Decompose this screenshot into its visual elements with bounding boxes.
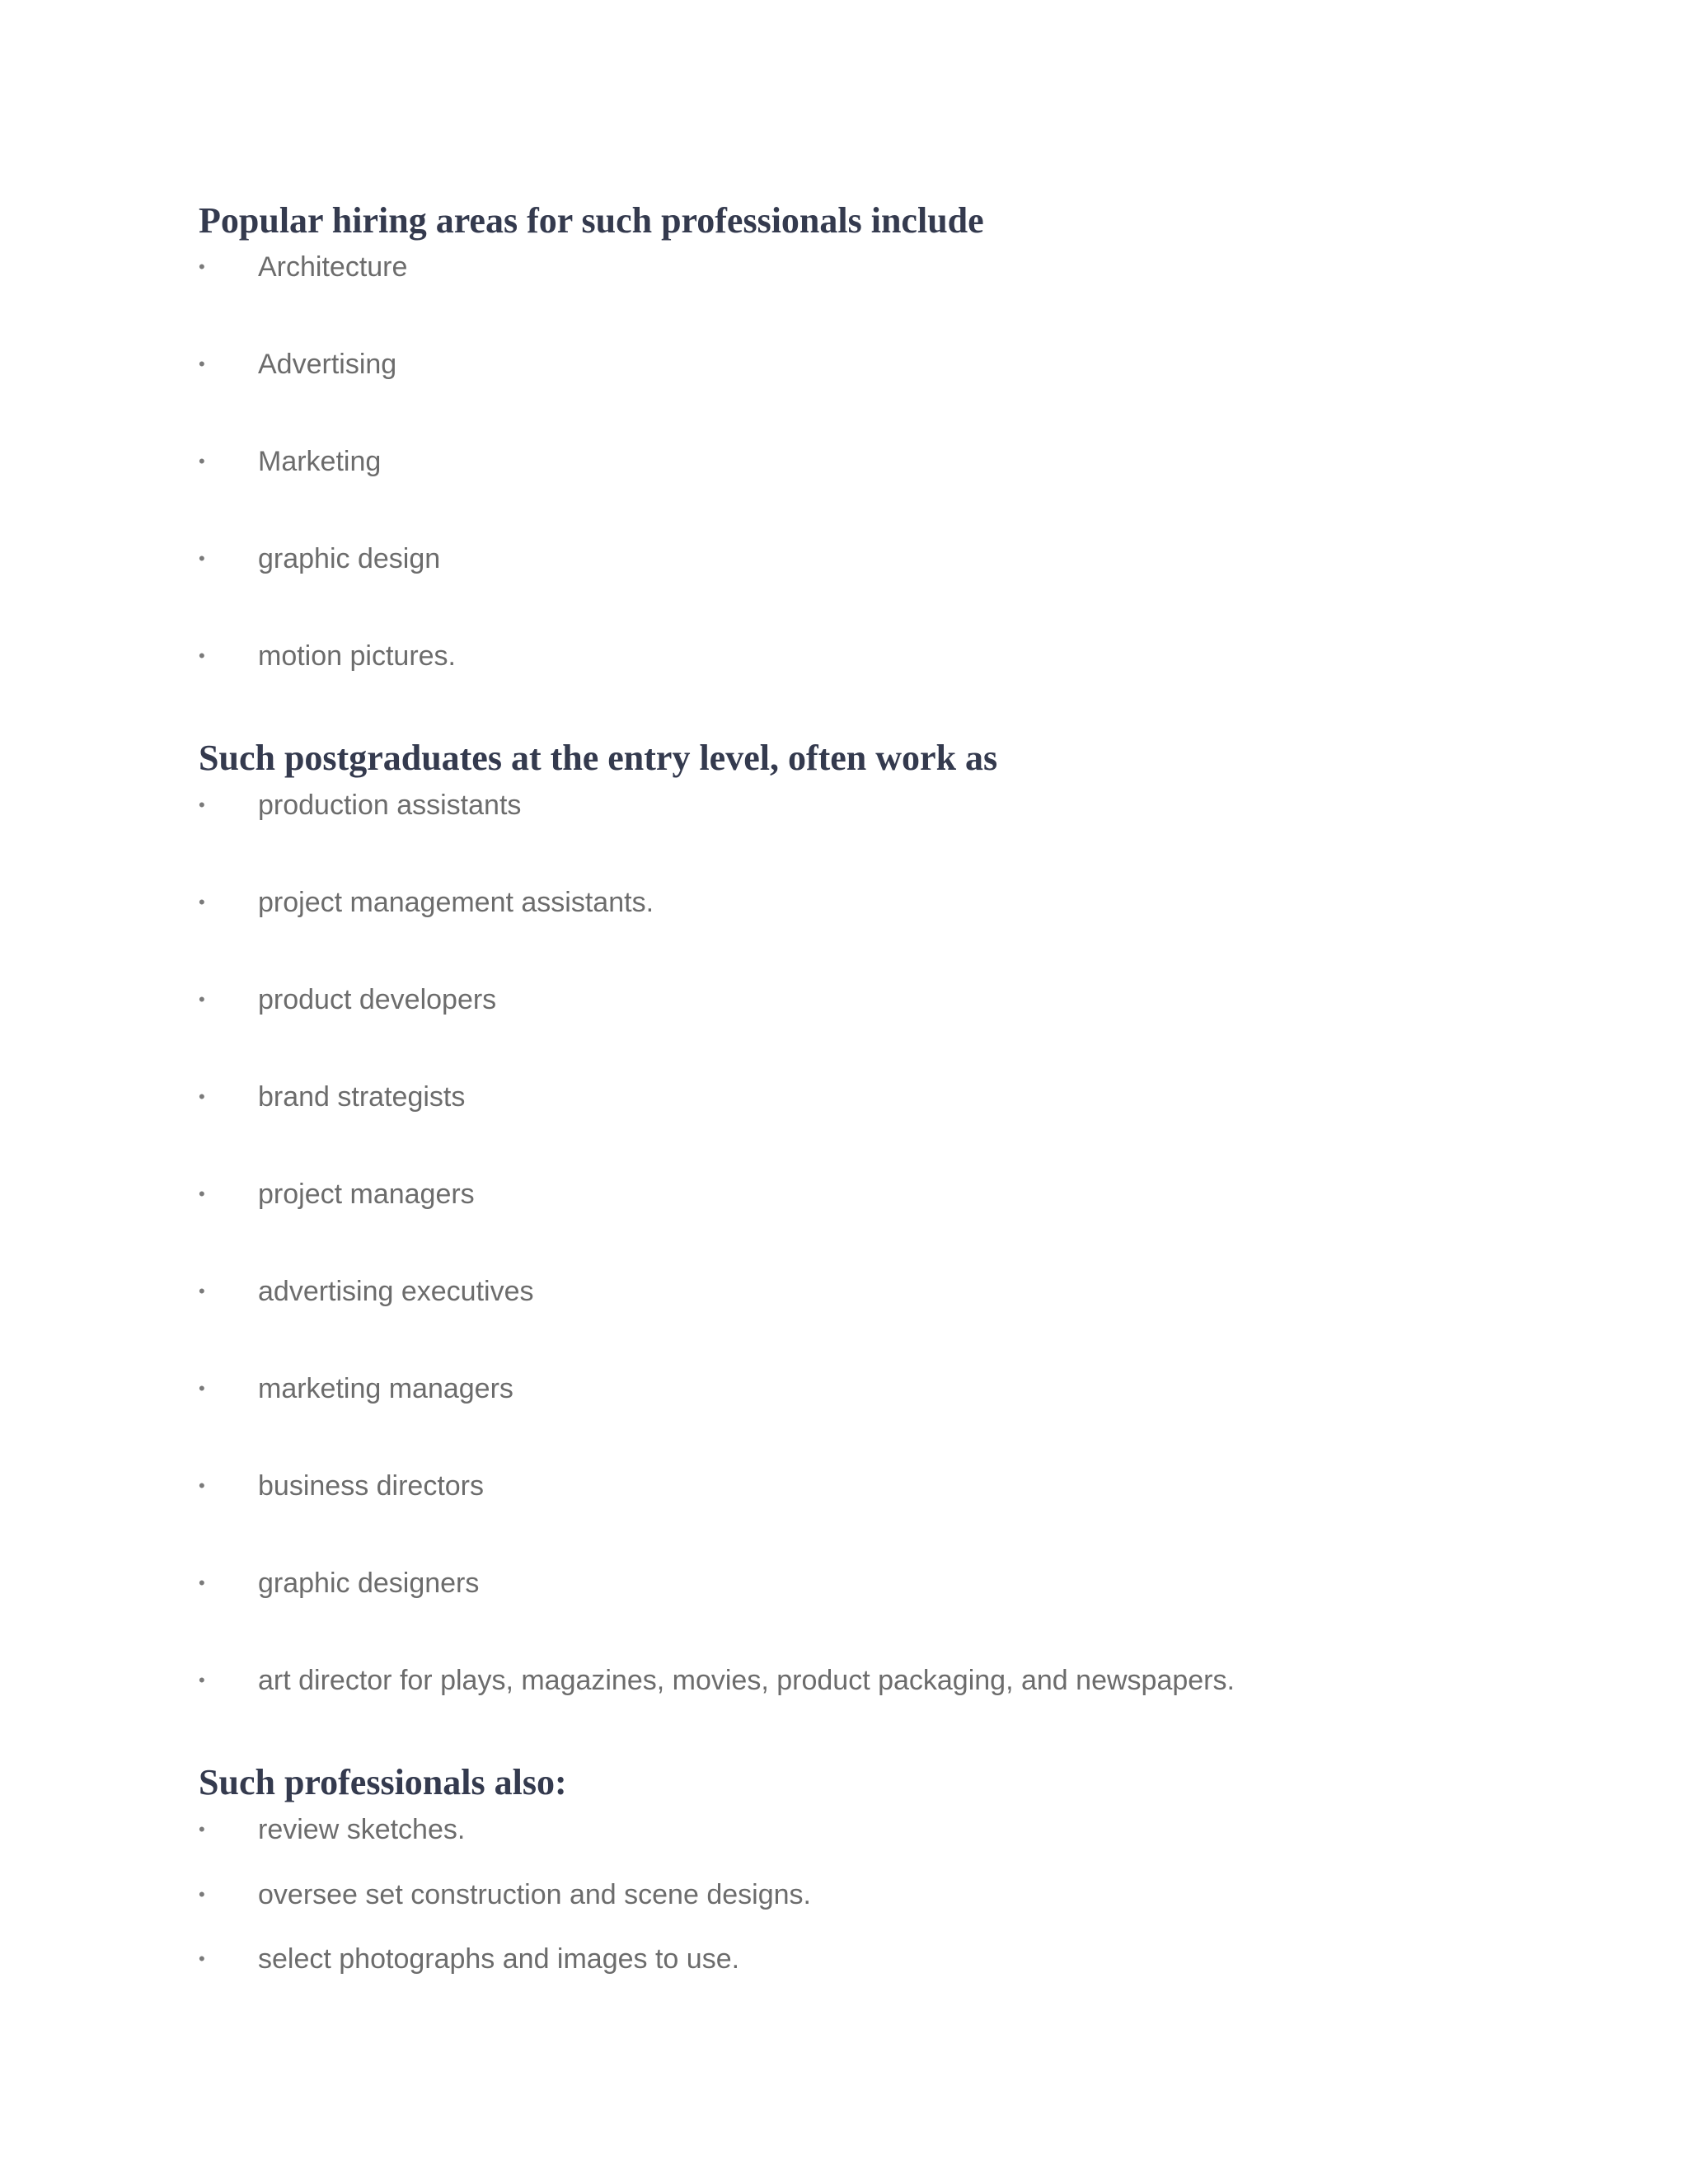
bullet-icon: •: [199, 1378, 205, 1399]
section-heading-hiring-areas: Popular hiring areas for such professionals include: [199, 200, 984, 241]
bullet-icon: •: [199, 1670, 205, 1690]
bullet-icon: •: [199, 645, 205, 666]
bullet-icon: •: [199, 892, 205, 912]
bullet-icon: •: [199, 989, 205, 1010]
bullet-icon: •: [199, 794, 205, 815]
bullet-icon: •: [199, 1819, 205, 1840]
bullet-icon: •: [199, 1086, 205, 1107]
bullet-icon: •: [199, 1183, 205, 1204]
bullet-icon: •: [199, 1281, 205, 1301]
section-heading-entry-level-roles: Such postgraduates at the entry level, often work as: [199, 738, 998, 778]
document-page: Popular hiring areas for such professionals include • Architecture • Advertising • Marketing • graphic design • motion pictures. Such postgraduates at the entry level, often work as • production assistants • project management assistants. • product developers • brand strategists • project managers • advertising executives • marketing managers • business directors • graphic designers • art director for plays, magazines, movies, product packaging, and newspapers. Such professionals also: • review sketches. • oversee set construction and scene designs. • select photographs and images to use.: [0, 0, 1688, 2184]
bullet-icon: •: [199, 548, 205, 569]
bullet-icon: •: [199, 1883, 205, 1905]
section-heading-responsibilities: Such professionals also:: [199, 1762, 567, 1802]
bullet-icon: •: [199, 451, 205, 471]
bullet-icon: •: [199, 1948, 205, 1969]
bullet-icon: •: [199, 1475, 205, 1496]
bullet-icon: •: [199, 1572, 205, 1593]
bullet-icon: •: [199, 256, 205, 277]
bullet-icon: •: [199, 354, 205, 374]
